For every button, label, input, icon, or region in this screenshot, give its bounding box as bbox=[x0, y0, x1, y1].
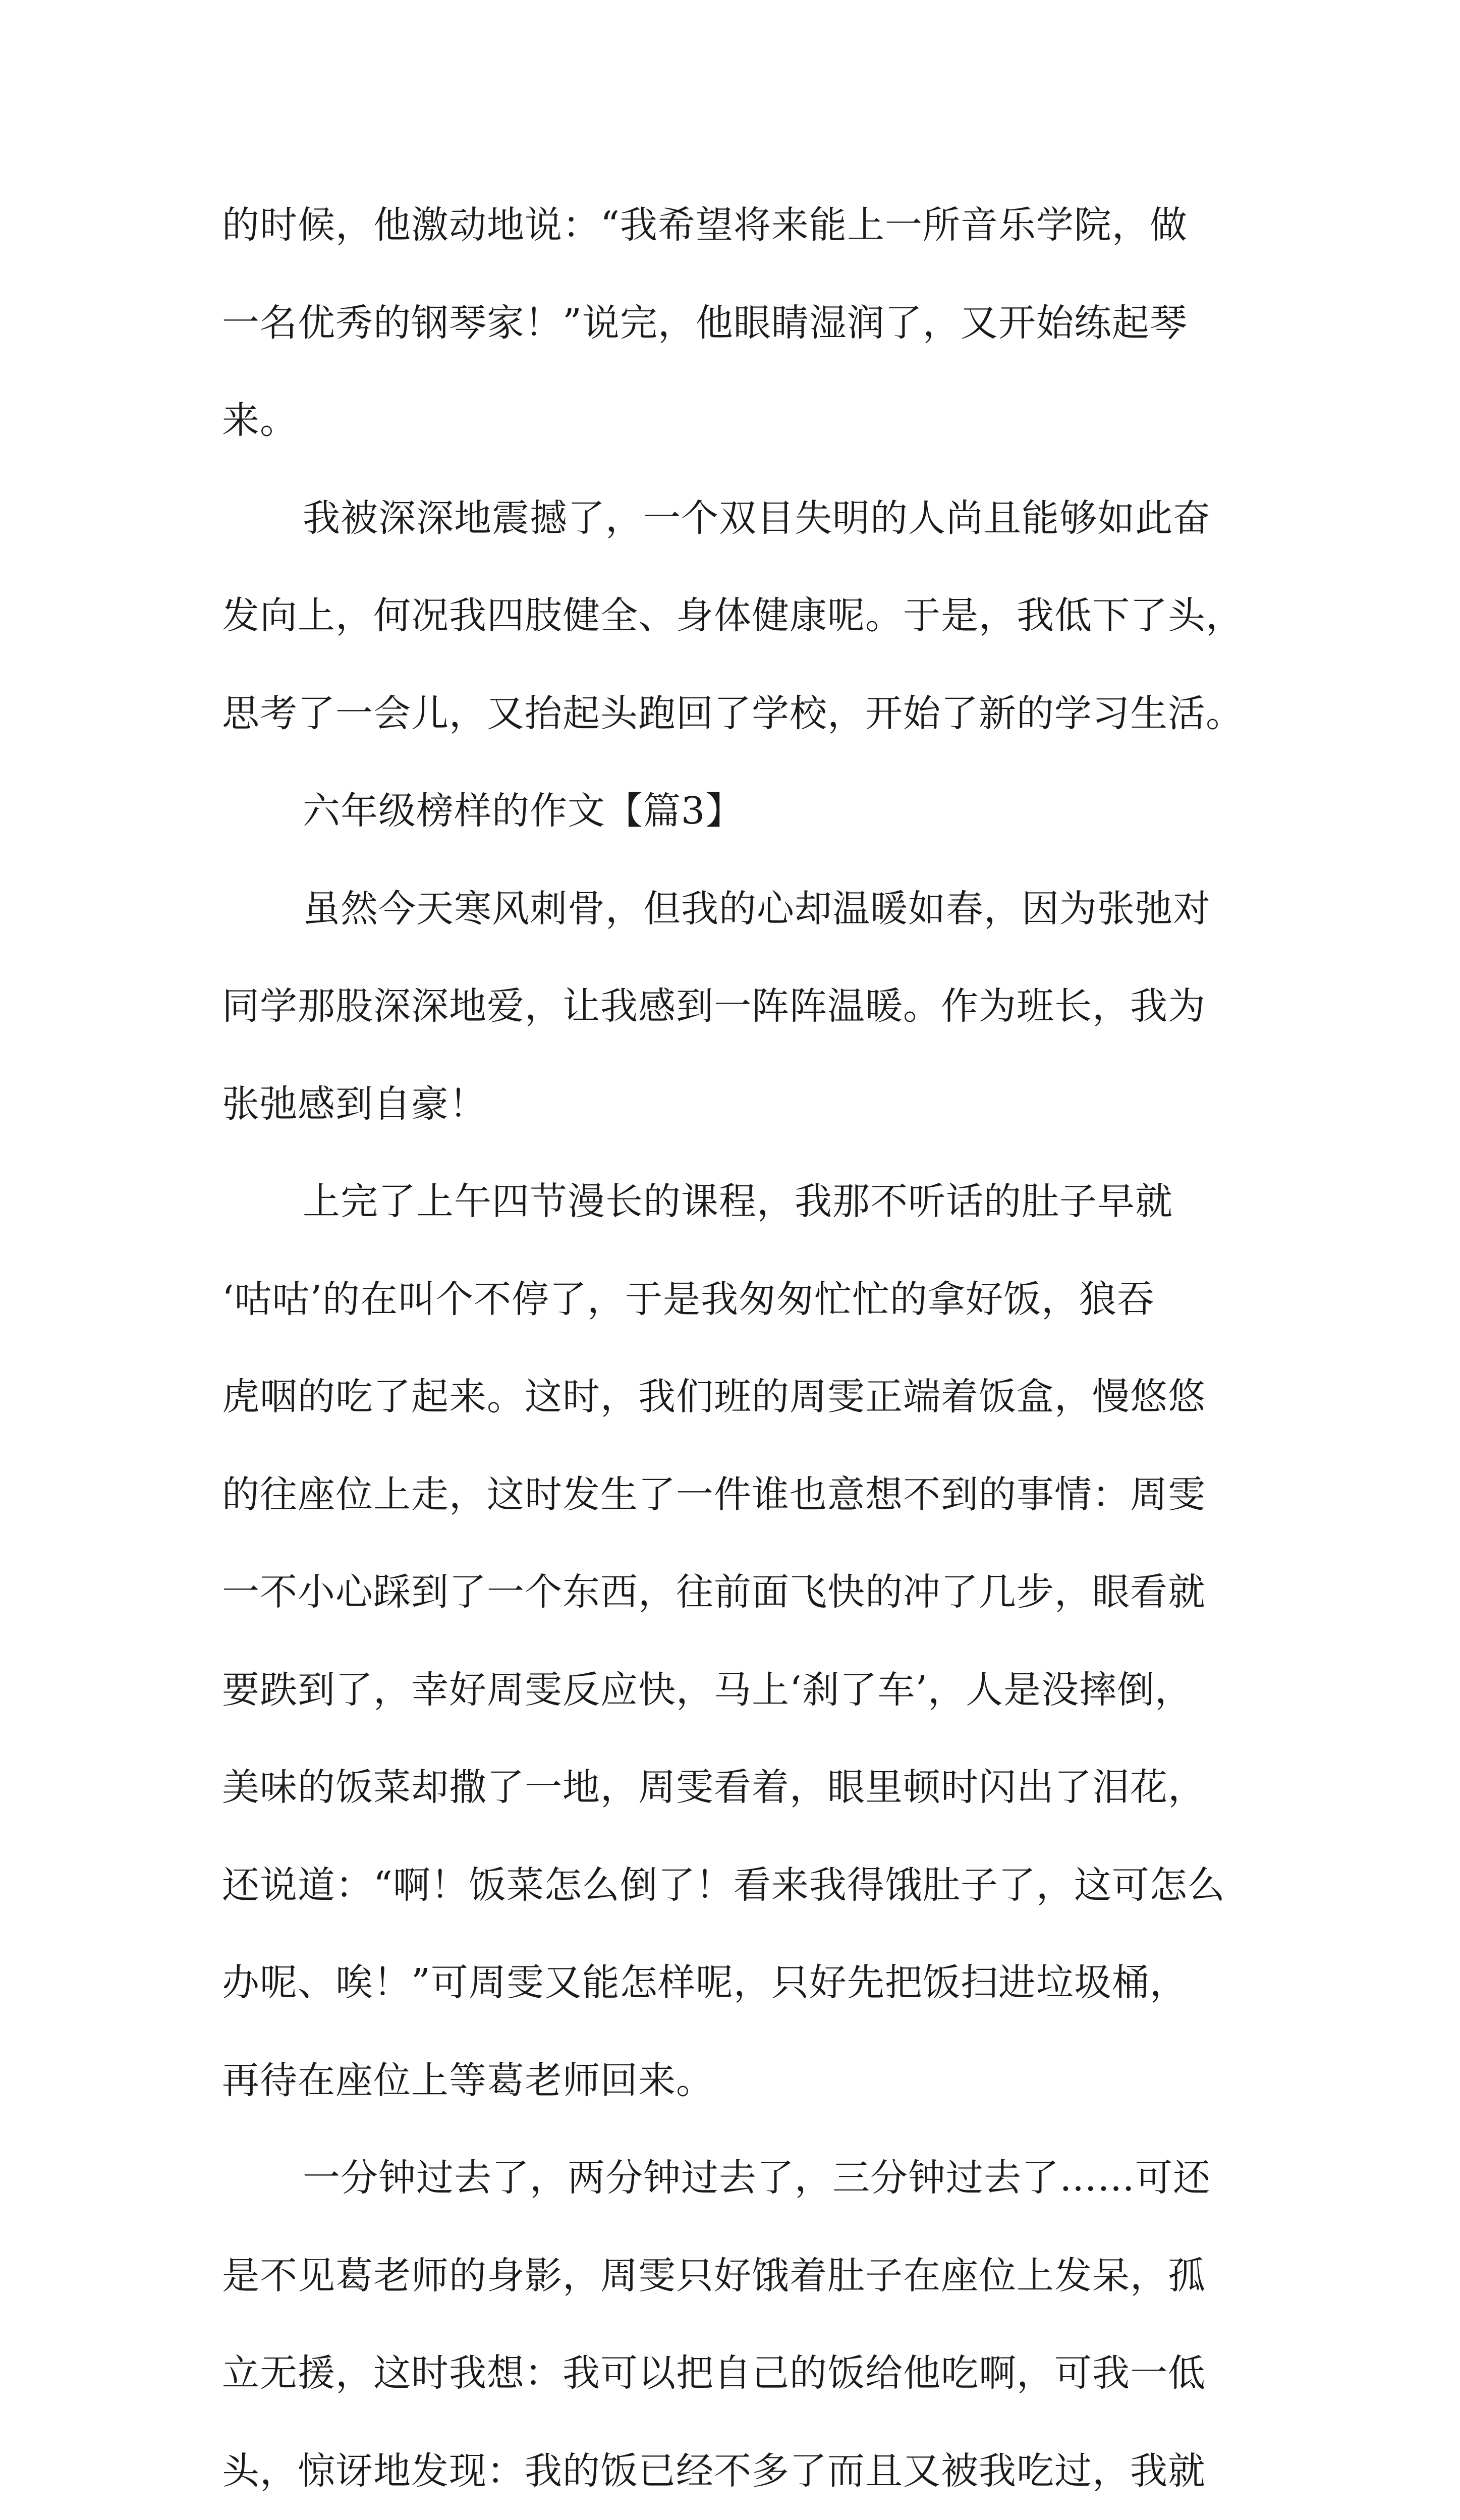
text-line: 还说道：“啊！饭菜怎么倒了！看来我得饿肚子了，这可怎么 bbox=[222, 1837, 1266, 1935]
text-line: 思考了一会儿，又抬起头跑回了学校，开始了新的学习生活。 bbox=[222, 665, 1266, 763]
text-line: 立无援，这时我想：我可以把自己的饭给他吃啊，可我一低 bbox=[222, 2325, 1266, 2423]
text-line: 美味的饭菜却撒了一地，周雯看着，眼里顿时闪出了泪花， bbox=[222, 1739, 1266, 1837]
text-line: 同学那股深深地爱，让我感到一阵阵温暖。作为班长，我为 bbox=[222, 958, 1266, 1056]
text-line: 一分钟过去了，两分钟过去了，三分钟过去了……可还 bbox=[222, 2129, 1266, 2227]
text-line: 头，惊讶地发现：我的饭已经不多了而且又被我吃过，我就 bbox=[222, 2423, 1266, 2520]
text-line: ‘咕咕’的在叫个不停了，于是我匆匆忙忙的拿好饭，狼吞 bbox=[222, 1251, 1266, 1349]
text-line: 虎咽的吃了起来。这时，我们班的周雯正端着饭盒，慢悠悠 bbox=[222, 1348, 1266, 1446]
text-line: 要跌到了，幸好周雯反应快，马上‘刹了车’，人是没摔倒， bbox=[222, 1641, 1266, 1739]
text-line: 一不小心踩到了一个东西，往前面飞快的冲了几步，眼看就 bbox=[222, 1544, 1266, 1641]
text-line: 是不见葛老师的身影，周雯只好饿着肚子在座位上发呆，孤 bbox=[222, 2227, 1266, 2325]
text-line: 的往座位上走，这时发生了一件谁也意想不到的事情：周雯 bbox=[222, 1446, 1266, 1544]
text-line: 的时候，他激动地说：“我希望将来能上一所音乐学院，做 bbox=[222, 177, 1266, 275]
text-line: 办呢、唉！”可周雯又能怎样呢，只好先把饭扫进垃圾桶， bbox=[222, 1934, 1266, 2032]
text-line: 张弛感到自豪！ bbox=[222, 1056, 1266, 1154]
text-line: 虽然今天寒风刺骨，但我的心却温暖如春，因为张弛对 bbox=[222, 860, 1266, 958]
section-heading: 六年级榜样的作文【篇3】 bbox=[222, 762, 1266, 860]
text-line: 来。 bbox=[222, 372, 1266, 470]
text-line: 发向上，何况我四肢健全、身体健康呢。于是，我低下了头， bbox=[222, 567, 1266, 665]
text-line: 上完了上午四节漫长的课程，我那不听话的肚子早就 bbox=[222, 1153, 1266, 1251]
essay-body bbox=[222, 177, 1266, 2520]
text-line: 我被深深地震撼了，一个双目失明的人尚且能够如此奋 bbox=[222, 470, 1266, 568]
text-line: 再待在座位上等葛老师回来。 bbox=[222, 2032, 1266, 2130]
text-line: 一名优秀的钢琴家！”说完，他眼睛湿润了，又开始练起琴 bbox=[222, 275, 1266, 372]
